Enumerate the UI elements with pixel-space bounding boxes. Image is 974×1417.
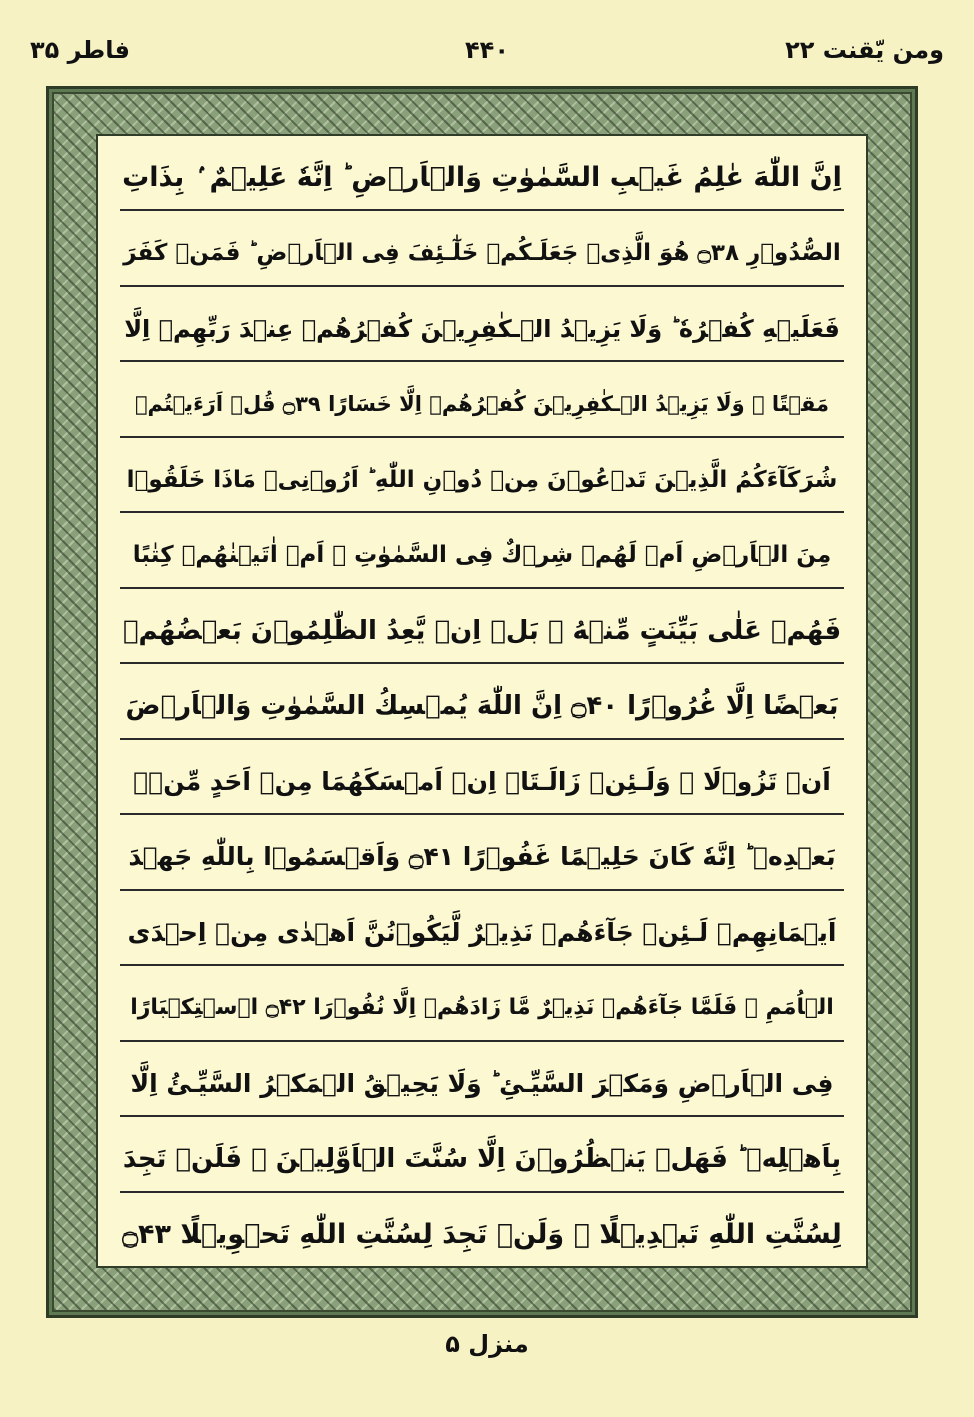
text-line: فَعَلَيۡهِ كُفۡرُهٗ ؕ وَلَا يَزِيۡدُ الۡـكٰفِرِيۡنَ كُفۡرُهُمۡ عِنۡدَ رَبِّهِمۡ اِلَّا [120, 287, 844, 362]
text-line: اِنَّ اللّٰهَ عٰلِمُ غَيۡبِ السَّمٰوٰتِ وَالۡاَرۡضِ ؕ اِنَّهٗ عَلِيۡمٌ ۢ بِذَاتِ [120, 136, 844, 211]
page-frame [46, 86, 918, 1318]
decorative-border [52, 92, 912, 1312]
text-line: الصُّدُوۡرِ ۝۳۸ هُوَ الَّذِىۡ جَعَلَـكُمۡ خَلٰٓـئِفَ فِى الۡاَرۡضِ ؕ فَمَنۡ كَفَرَ [120, 211, 844, 286]
text-line: فِى الۡاَرۡضِ وَمَكۡرَ السَّيِّـئِ ؕ وَلَا يَحِيۡقُ الۡمَكۡرُ السَّيِّـئُ اِلَّا [120, 1042, 844, 1117]
verse-lines [120, 136, 844, 1266]
text-line: الۡاُمَمِ ۚ فَلَمَّا جَآءَهُمۡ نَذِيۡرٌ مَّا زَادَهُمۡ اِلَّا نُفُوۡرَا ۝۴۲ اۨسۡتِكۡبَارًا [120, 966, 844, 1041]
text-line: مِنَ الۡاَرۡضِ اَمۡ لَهُمۡ شِرۡكٌ فِى السَّمٰوٰتِ ۚ اَمۡ اٰتَيۡنٰهُمۡ كِتٰبًا [120, 513, 844, 588]
text-line: بَعۡضًا اِلَّا غُرُوۡرًا ۝۴۰ اِنَّ اللّٰهَ يُمۡسِكُ السَّمٰوٰتِ وَالۡاَرۡضَ [120, 664, 844, 739]
text-line: لِسُنَّتِ اللّٰهِ تَبۡدِيۡلًا ۚ وَلَنۡ تَجِدَ لِسُنَّتِ اللّٰهِ تَحۡوِيۡلًا ۝۴۳ [122, 1218, 842, 1250]
juz-label: ومن يّقنت ۲۲ [785, 36, 944, 64]
text-panel [96, 134, 868, 1268]
text-line: بِاَهۡلِهٖ ؕ فَهَلۡ يَنۡظُرُوۡنَ اِلَّا سُنَّتَ الۡاَوَّلِيۡنَ ۚ فَلَنۡ تَجِدَ [120, 1117, 844, 1192]
text-line: مَقۡتًا ۚ وَلَا يَزِيۡدُ الۡـكٰفِرِيۡنَ كُفۡرُهُمۡ اِلَّا خَسَارًا ۝۳۹ قُلۡ اَرَءَيۡتُمۡ [120, 362, 844, 437]
text-line: شُرَكَآءَكُمُ الَّذِيۡنَ تَدۡعُوۡنَ مِنۡ دُوۡنِ اللّٰهِ ؕ اَرُوۡنِىۡ مَاذَا خَلَقُوۡا [120, 438, 844, 513]
text-line: بَعۡدِهٖ ؕ اِنَّهٗ كَانَ حَلِيۡمًا غَفُوۡرًا ۝۴۱ وَاَقۡسَمُوۡا بِاللّٰهِ جَهۡدَ [120, 815, 844, 890]
page-header [30, 30, 944, 80]
text-line: اَيۡمَانِهِمۡ لَـئِنۡ جَآءَهُمۡ نَذِيۡرٌ لَّيَكُوۡنُنَّ اَهۡدٰى مِنۡ اِحۡدَى [120, 891, 844, 966]
surah-label: فاطر ۳۵ [30, 36, 130, 64]
text-line: اَنۡ تَزُوۡلَا ۚ وَلَـئِنۡ زَالَـتَاۤ اِنۡ اَمۡسَكَهُمَا مِنۡ اَحَدٍ مِّنۡۢ [120, 740, 844, 815]
page-number: ۴۴۰ [465, 36, 509, 64]
manzil-footer: منزل ۵ [445, 1330, 529, 1358]
text-line: فَهُمۡ عَلٰى بَيِّنَتٍ مِّنۡهُ ۚ بَلۡ اِنۡ يَّعِدُ الظّٰلِمُوۡنَ بَعۡضُهُمۡ [120, 589, 844, 664]
